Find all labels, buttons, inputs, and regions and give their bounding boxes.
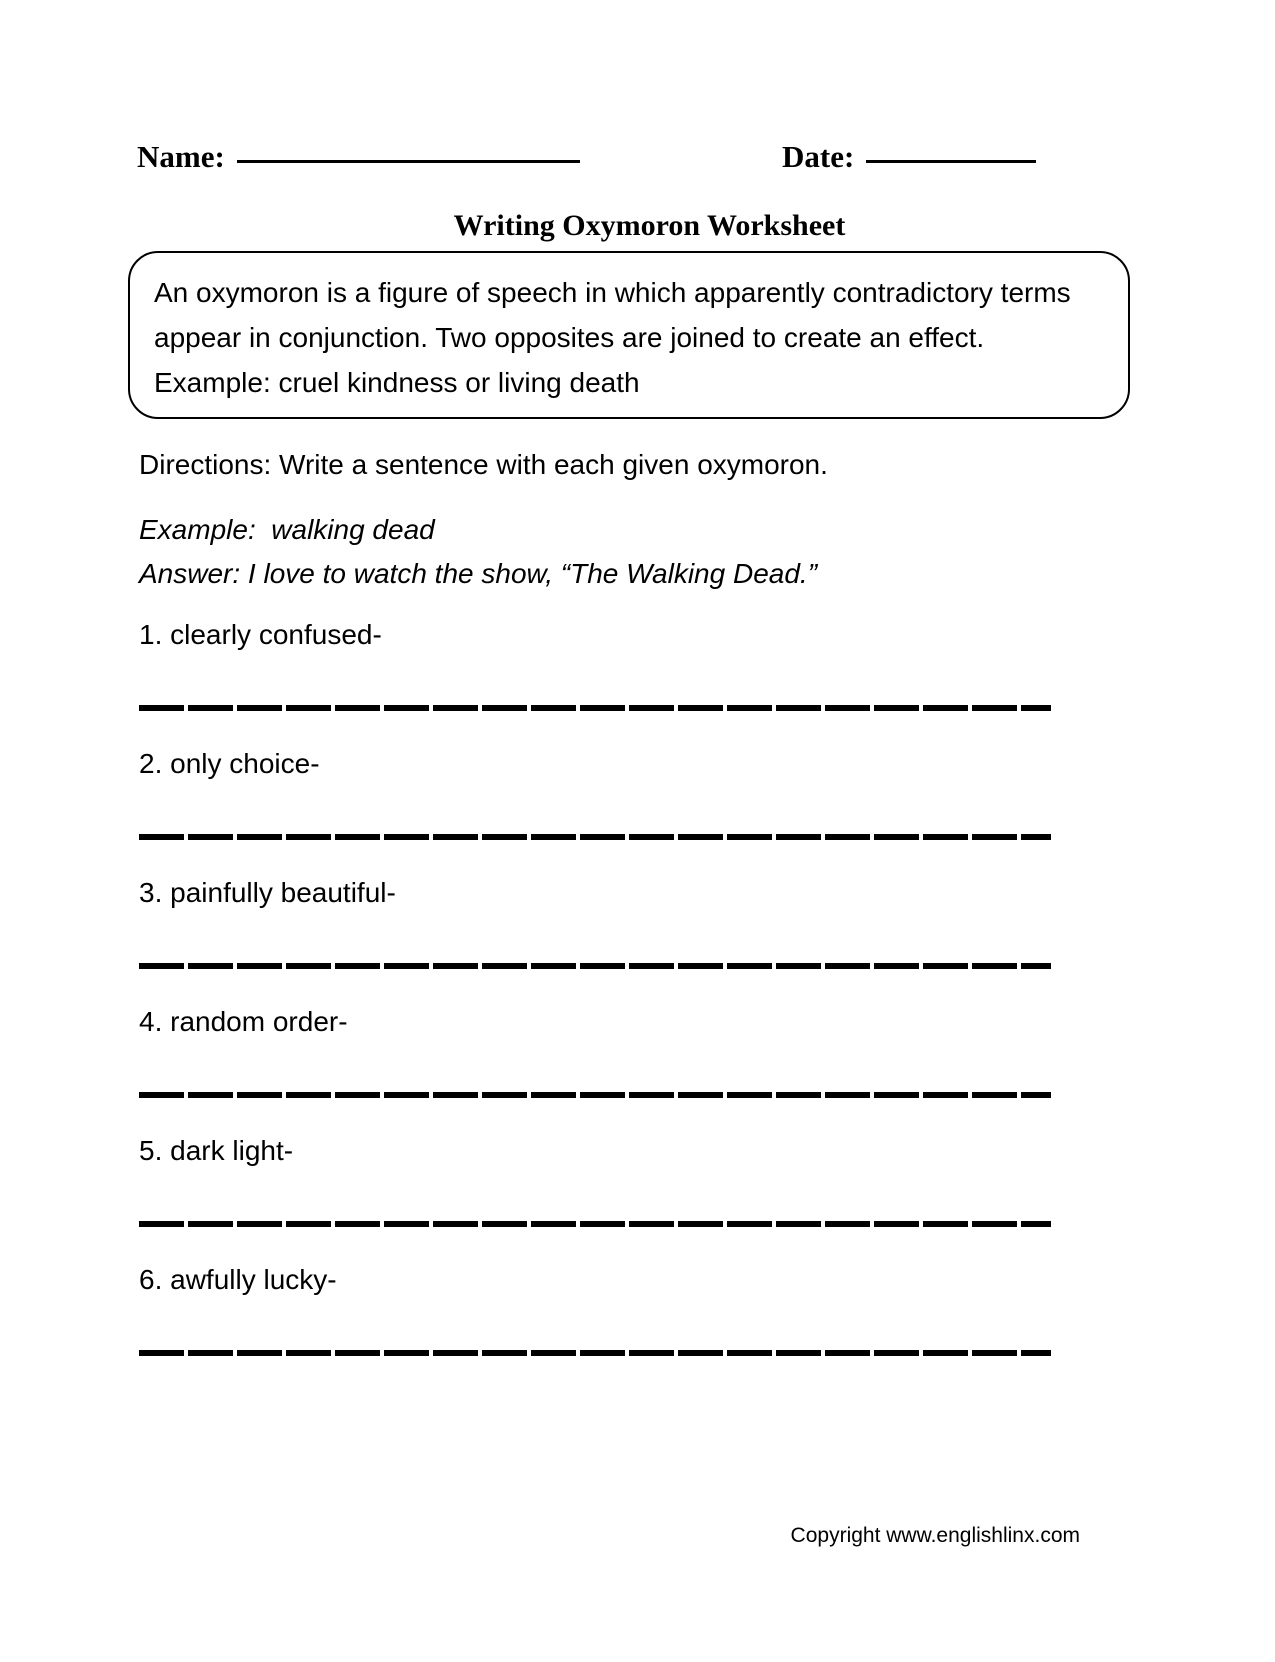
item-label: 1. clearly confused- xyxy=(139,619,382,650)
item-label: 3. painfully beautiful- xyxy=(139,877,396,908)
exercise-list xyxy=(139,615,1059,1389)
list-item xyxy=(139,1131,1059,1260)
list-item xyxy=(139,1260,1059,1389)
answer-write-line[interactable] xyxy=(139,834,1051,840)
copyright-notice: Copyright www.englishlinx.com xyxy=(790,1524,1080,1547)
list-item xyxy=(139,1002,1059,1131)
list-item xyxy=(139,615,1059,744)
answer-write-line[interactable] xyxy=(139,1350,1051,1356)
answer-write-line[interactable] xyxy=(139,705,1051,711)
item-label: 6. awfully lucky- xyxy=(139,1264,337,1295)
example-answer: Answer: I love to watch the show, “The Walking Dead.” xyxy=(139,558,818,589)
item-label: 5. dark light- xyxy=(139,1135,294,1166)
item-label: 4. random order- xyxy=(139,1006,348,1037)
list-item xyxy=(139,873,1059,1002)
date-label: Date: xyxy=(782,139,855,174)
answer-write-line[interactable] xyxy=(139,963,1051,969)
item-label: 2. only choice- xyxy=(139,748,320,779)
definition-text: An oxymoron is a figure of speech in which apparently contradictory terms appear in conjunction. Two opposites are joined to create an effect. Example: cruel kindness or living death xyxy=(154,277,1071,398)
definition-box xyxy=(128,251,1130,419)
answer-write-line[interactable] xyxy=(139,1221,1051,1227)
page-title: Writing Oxymoron Worksheet xyxy=(453,209,846,242)
list-item xyxy=(139,744,1059,873)
name-field-group xyxy=(137,138,580,176)
name-blank-line[interactable] xyxy=(237,160,580,163)
date-blank-line[interactable] xyxy=(866,160,1036,163)
directions-text: Directions: Write a sentence with each given oxymoron. xyxy=(139,449,828,480)
worksheet-header xyxy=(137,138,1137,188)
answer-write-line[interactable] xyxy=(139,1092,1051,1098)
date-field-group xyxy=(782,138,1036,176)
example-prompt: Example: walking dead xyxy=(139,514,435,545)
name-label: Name: xyxy=(137,139,225,174)
